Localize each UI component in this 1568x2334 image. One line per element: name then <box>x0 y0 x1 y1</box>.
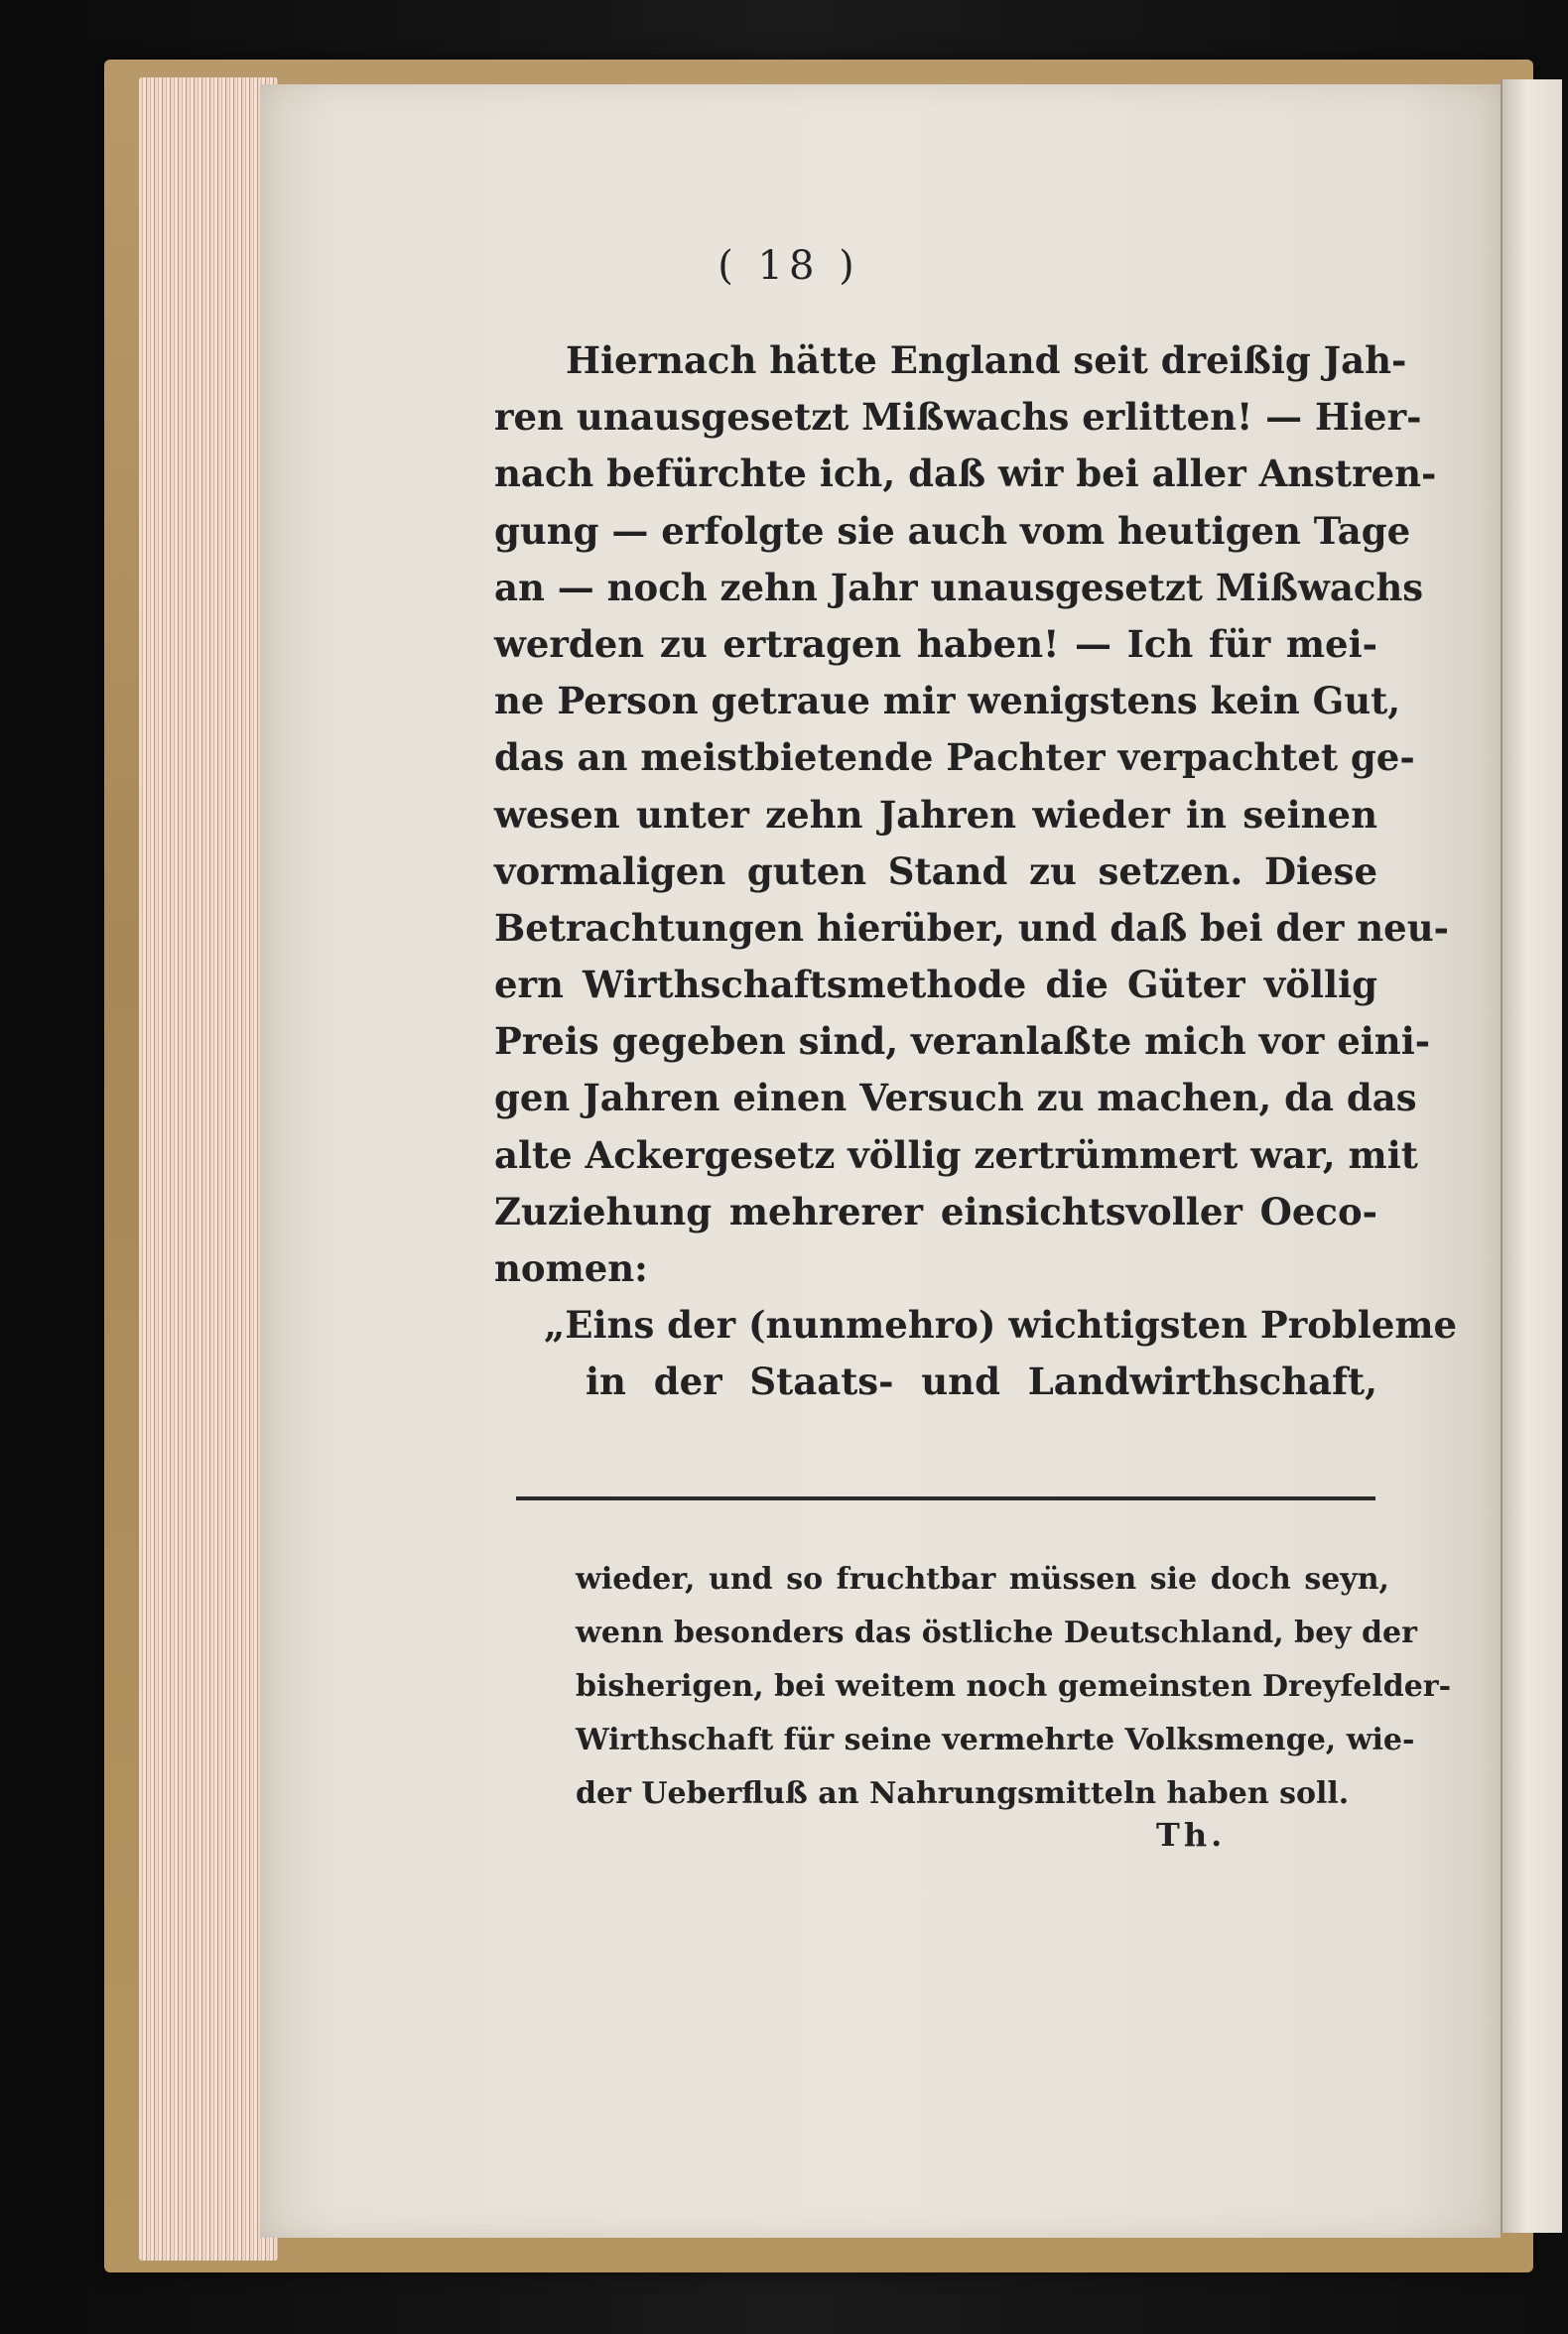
text-line: Preis gegeben sind, veranlaßte mich vor eini- <box>494 1019 1431 1064</box>
main-text-block <box>494 332 1458 1411</box>
text-line: nach befürchte ich, daß wir bei aller Anstren- <box>494 452 1437 496</box>
footnote-line: der Ueberfluß an Nahrungsmitteln haben soll. <box>576 1776 1350 1811</box>
text-line: vormaligen guten Stand zu setzen. Diese <box>494 848 1377 893</box>
text-line: alte Ackergesetz völlig zertrümmert war, mit <box>494 1132 1418 1177</box>
text-line: das an meistbietende Pachter verpachtet ge- <box>494 735 1415 780</box>
footnote-line: wenn besonders das östliche Deutschland, bey der <box>576 1616 1417 1650</box>
footnote-signature: Th. <box>1156 1816 1227 1854</box>
quote-line: „Eins der (nunmehro) wichtigsten Probleme <box>544 1303 1458 1348</box>
footnote-line: Wirthschaft für seine vermehrte Volksmenge, wie- <box>576 1723 1415 1757</box>
text-line: Betrachtungen hierüber, und daß bei der neu- <box>494 905 1449 950</box>
text-line: ren unausgesetzt Mißwachs erlitten! — Hier- <box>494 395 1422 440</box>
footnote-block <box>576 1553 1452 1821</box>
facing-page-edge <box>1501 79 1562 2233</box>
text-line: nomen: <box>494 1246 648 1290</box>
footnote-line: bisherigen, bei weitem noch gemeinsten Dreyfelder- <box>576 1669 1452 1704</box>
text-line: gung — erfolgte sie auch vom heutigen Tage <box>494 508 1411 553</box>
quote-line: in der Staats- und Landwirthschaft, <box>586 1360 1377 1404</box>
page-edges <box>139 77 278 2261</box>
text-line: Zuziehung mehrerer einsichtsvoller Oeco- <box>494 1189 1377 1233</box>
text-line: ne Person getraue mir wenigstens kein Gut, <box>494 679 1401 723</box>
text-line: wesen unter zehn Jahren wieder in seinen <box>494 792 1377 837</box>
footnote-line: wieder, und so fruchtbar müssen sie doch seyn, <box>576 1562 1389 1597</box>
page-number: ( 18 ) <box>718 243 860 289</box>
text-line: ern Wirthschaftsmethode die Güter völlig <box>494 963 1377 1007</box>
footnote-divider <box>516 1496 1375 1500</box>
text-line: Hiernach hätte England seit dreißig Jah- <box>566 338 1407 382</box>
text-line: an — noch zehn Jahr unausgesetzt Mißwachs <box>494 565 1424 609</box>
text-line: werden zu ertragen haben! — Ich für mei- <box>494 621 1377 666</box>
text-line: gen Jahren einen Versuch zu machen, da das <box>494 1076 1417 1120</box>
